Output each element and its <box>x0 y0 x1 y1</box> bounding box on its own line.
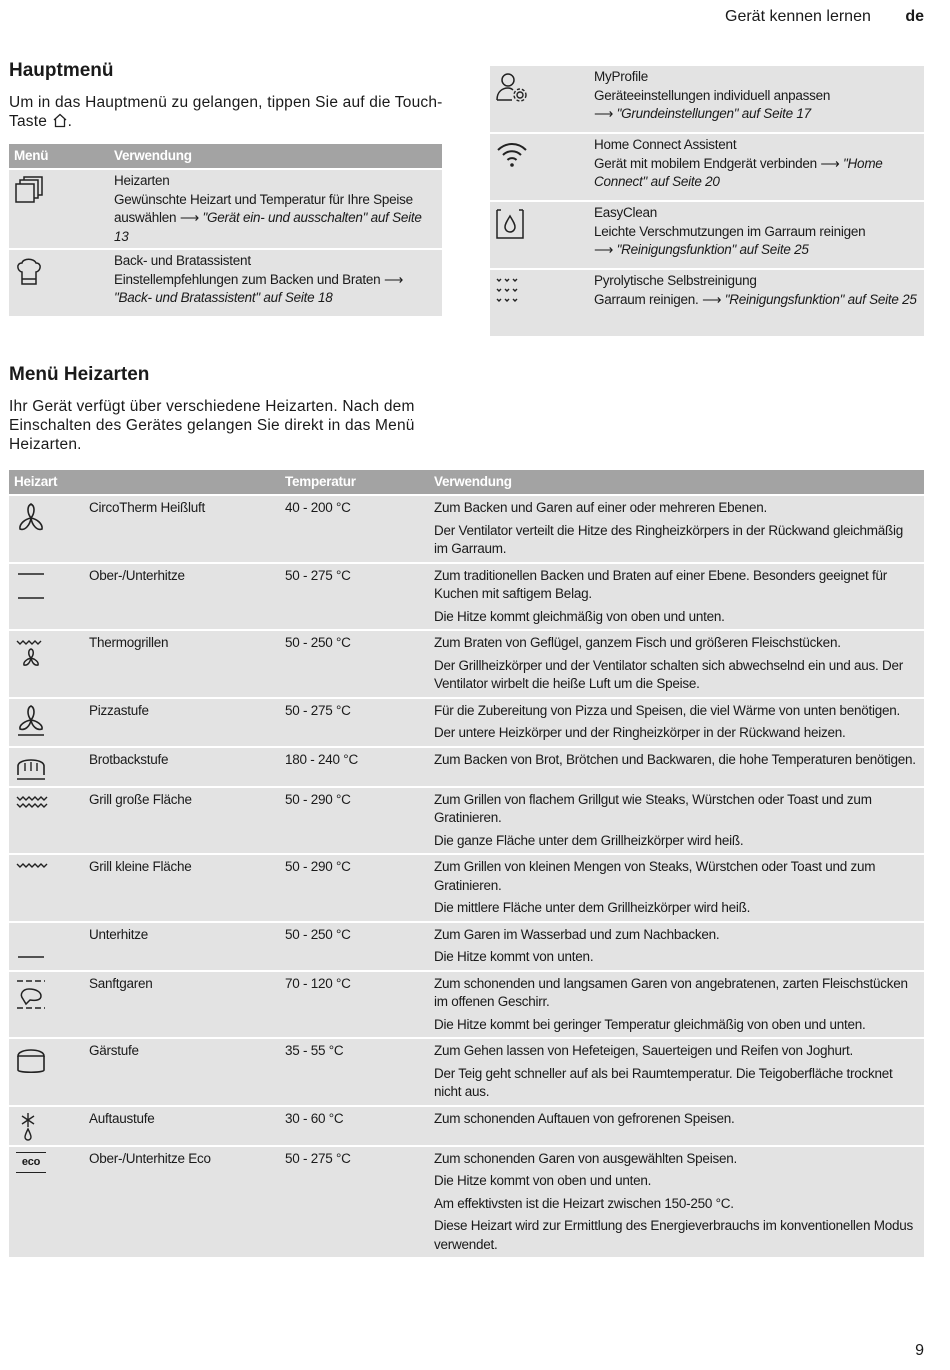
usage-line: Zum traditionellen Backen und Braten auf einer Ebene. Besonders geeignet für Kuchen mit saftigem Belag. <box>434 567 888 601</box>
bread-icon <box>14 753 80 783</box>
usage-line: Am effektivsten ist die Heizart zwischen 150-250 °C. <box>434 1195 734 1211</box>
heating-menu-heading: Menü Heizarten <box>9 364 150 385</box>
table-row <box>9 747 924 787</box>
table-row <box>9 787 924 855</box>
easyclean-icon <box>495 208 585 240</box>
mode-temperature: 50 - 250 °C <box>280 922 429 971</box>
usage-line: Der Grillheizkörper und der Ventilator schalten sich abwechselnd ein und aus. Der Ventilator wirbelt die heiße Luft um die Speise. <box>434 657 904 691</box>
arrow-right-icon: ⟶ <box>594 242 614 257</box>
page-reference-link[interactable]: "Home Connect" auf Seite 20 <box>594 155 883 189</box>
table-row <box>9 1038 924 1106</box>
user-settings-icon <box>495 72 585 102</box>
arrow-right-icon: ⟶ <box>594 106 614 121</box>
pyrolysis-icon <box>495 276 585 306</box>
table-row <box>9 495 924 563</box>
mode-temperature: 40 - 200 °C <box>280 495 429 563</box>
page-reference-link[interactable]: "Reinigungsfunktion" auf Seite 25 <box>616 242 809 257</box>
table-row <box>9 1146 924 1258</box>
table-row <box>490 66 924 133</box>
thermogrill-icon <box>14 636 80 670</box>
pizza-icon <box>14 704 80 738</box>
table-row <box>9 922 924 971</box>
mode-temperature: 35 - 55 °C <box>280 1038 429 1106</box>
arrow-right-icon: ⟶ <box>702 291 722 307</box>
usage-line: Zum Grillen von kleinen Mengen von Steaks, Würstchen oder Toast und zum Gratinieren. <box>434 859 876 893</box>
mode-name: Sanftgaren <box>84 971 280 1039</box>
proofing-icon <box>14 1044 80 1076</box>
usage-line: Der untere Heizkörper und der Ringheizkörper in der Rückwand heizen. <box>434 725 846 740</box>
table-row <box>490 269 924 336</box>
column-header-menu: Menü <box>9 144 109 169</box>
column-header-mode: Heizart <box>9 470 280 495</box>
usage-line: Zum Gehen lassen von Hefeteigen, Sauerteigen und Reifen von Joghurt. <box>434 1043 854 1058</box>
main-menu-table-left <box>9 144 442 316</box>
arrow-right-icon: ⟶ <box>383 271 404 287</box>
row-description: Garraum reinigen. <box>594 291 699 307</box>
usage-line: Die Hitze kommt von unten. <box>434 949 594 964</box>
page-number: 9 <box>915 1342 924 1359</box>
row-title: Heizarten <box>114 173 170 188</box>
usage-line: Zum schonenden Auftauen von gefrorenen Speisen. <box>434 1110 735 1126</box>
grill-large-icon <box>14 793 80 813</box>
table-row <box>9 971 924 1039</box>
page-reference-link[interactable]: "Gerät ein- und ausschalten" auf Seite 13 <box>114 210 422 244</box>
main-menu-intro-text: Um in das Hauptmenü zu gelangen, tippen Sie auf die Touch-Taste <box>9 94 443 130</box>
mode-name: Pizzastufe <box>84 698 280 747</box>
mode-temperature: 50 - 290 °C <box>280 787 429 855</box>
usage-line: Zum Braten von Geflügel, ganzem Fisch und größeren Fleischstücken. <box>434 635 841 650</box>
grill-small-icon <box>14 860 80 874</box>
row-description: Leichte Verschmutzungen im Garraum reinigen <box>594 223 866 239</box>
mode-name: Auftaustufe <box>84 1106 280 1146</box>
mode-name: Thermogrillen <box>84 630 280 698</box>
row-description: Einstellempfehlungen zum Backen und Braten <box>114 271 381 287</box>
mode-name: Unterhitze <box>84 922 280 971</box>
table-row <box>9 854 924 922</box>
usage-line: Zum Garen im Wasserbad und zum Nachbacken. <box>434 926 720 942</box>
mode-name: Grill kleine Fläche <box>84 854 280 922</box>
running-header-section: Gerät kennen lernen <box>725 8 871 25</box>
arrow-right-icon: ⟶ <box>820 155 840 171</box>
row-title: Pyrolytische Selbstreinigung <box>594 273 757 288</box>
row-title: MyProfile <box>594 69 649 84</box>
row-description: Gewünschte Heizart und Temperatur für Ihre Speise auswählen <box>114 191 413 225</box>
usage-line: Zum Grillen von flachem Grillgut wie Steaks, Würstchen oder Toast und zum Gratinieren. <box>434 791 872 825</box>
usage-line: Zum schonenden Garen von ausgewählten Speisen. <box>434 1150 737 1166</box>
mode-name: Brotbackstufe <box>84 747 280 787</box>
usage-line: Zum Backen und Garen auf einer oder mehreren Ebenen. <box>434 500 767 515</box>
mode-temperature: 70 - 120 °C <box>280 971 429 1039</box>
usage-line: Die Hitze kommt gleichmäßig von oben und unten. <box>434 608 725 624</box>
row-title: EasyClean <box>594 205 658 220</box>
heating-menu-intro: Ihr Gerät verfügt über verschiedene Heizarten. Nach dem Einschalten des Gerätes gelangen Sie direkt in das Menü Heizarten. <box>9 398 415 453</box>
bottom-heat-icon <box>14 928 80 962</box>
row-title: Home Connect Assistent <box>594 137 737 152</box>
page-reference-link[interactable]: "Reinigungsfunktion" auf Seite 25 <box>724 291 917 307</box>
mode-temperature: 30 - 60 °C <box>280 1106 429 1146</box>
usage-line: Für die Zubereitung von Pizza und Speisen, die viel Wärme von unten benötigen. <box>434 702 901 718</box>
eco-icon: eco <box>16 1152 46 1173</box>
usage-line: Diese Heizart wird zur Ermittlung des Energieverbrauchs im konventionellen Modus verwendet. <box>434 1218 913 1252</box>
usage-line: Der Teig geht schneller auf als bei Raumtemperatur. Die Teigoberfläche trocknet nicht aus. <box>434 1065 893 1099</box>
mode-name: Gärstufe <box>84 1038 280 1106</box>
usage-line: Die mittlere Fläche unter dem Grillheizkörper wird heiß. <box>434 900 751 915</box>
table-row <box>9 169 442 249</box>
usage-line: Zum Backen von Brot, Brötchen und Backwaren, die hohe Temperaturen benötigen. <box>434 751 916 767</box>
column-header-usage: Verwendung <box>429 470 924 495</box>
defrost-icon <box>14 1112 80 1142</box>
chef-hat-icon <box>14 256 105 286</box>
usage-line: Zum schonenden und langsamen Garen von angebratenen, zarten Fleischstücken im offenen Geschirr. <box>434 975 908 1009</box>
home-icon <box>52 113 68 128</box>
column-header-temperature: Temperatur <box>280 470 429 495</box>
heating-modes-table <box>9 470 924 1257</box>
mode-temperature: 50 - 275 °C <box>280 1146 429 1258</box>
table-row <box>9 563 924 631</box>
slow-cook-icon <box>14 977 80 1011</box>
main-menu-heading: Hauptmenü <box>9 60 114 81</box>
usage-line: Die ganze Fläche unter dem Grillheizkörper wird heiß. <box>434 832 744 848</box>
arrow-right-icon: ⟶ <box>179 210 199 225</box>
mode-temperature: 50 - 250 °C <box>280 630 429 698</box>
usage-line: Die Hitze kommt bei geringer Temperatur gleichmäßig von oben und unten. <box>434 1016 866 1032</box>
mode-temperature: 180 - 240 °C <box>280 747 429 787</box>
table-row <box>490 201 924 269</box>
main-menu-intro-end: . <box>67 113 73 130</box>
mode-name: Ober-/Unterhitze Eco <box>84 1146 280 1258</box>
page-reference-link[interactable]: "Grundeinstellungen" auf Seite 17 <box>616 106 811 121</box>
mode-name: CircoTherm Heißluft <box>84 495 280 563</box>
mode-temperature: 50 - 275 °C <box>280 698 429 747</box>
row-description: Gerät mit mobilem Endgerät verbinden <box>594 155 817 171</box>
fan-icon <box>14 501 80 535</box>
table-row <box>9 698 924 747</box>
running-header-language: de <box>905 8 924 25</box>
mode-temperature: 50 - 275 °C <box>280 563 429 631</box>
main-menu-intro <box>9 93 449 131</box>
table-row <box>9 630 924 698</box>
mode-temperature: 50 - 290 °C <box>280 854 429 922</box>
table-row <box>9 249 442 316</box>
running-header <box>725 8 924 26</box>
top-bottom-heat-icon <box>14 569 80 603</box>
main-menu-table-right <box>490 66 924 336</box>
mode-name: Grill große Fläche <box>84 787 280 855</box>
table-row <box>490 133 924 201</box>
row-description: Geräteeinstellungen individuell anpassen <box>594 87 831 103</box>
wifi-icon <box>495 140 585 168</box>
page-reference-link[interactable]: "Back- und Bratassistent" auf Seite 18 <box>114 290 333 305</box>
column-header-usage: Verwendung <box>109 144 442 169</box>
heating-modes-icon <box>14 176 105 204</box>
usage-line: Die Hitze kommt von oben und unten. <box>434 1173 652 1188</box>
row-title: Back- und Bratassistent <box>114 253 251 268</box>
table-row <box>9 1106 924 1146</box>
mode-name: Ober-/Unterhitze <box>84 563 280 631</box>
usage-line: Der Ventilator verteilt die Hitze des Ringheizkörpers in der Rückwand gleichmäßig im Garraum. <box>434 522 903 556</box>
